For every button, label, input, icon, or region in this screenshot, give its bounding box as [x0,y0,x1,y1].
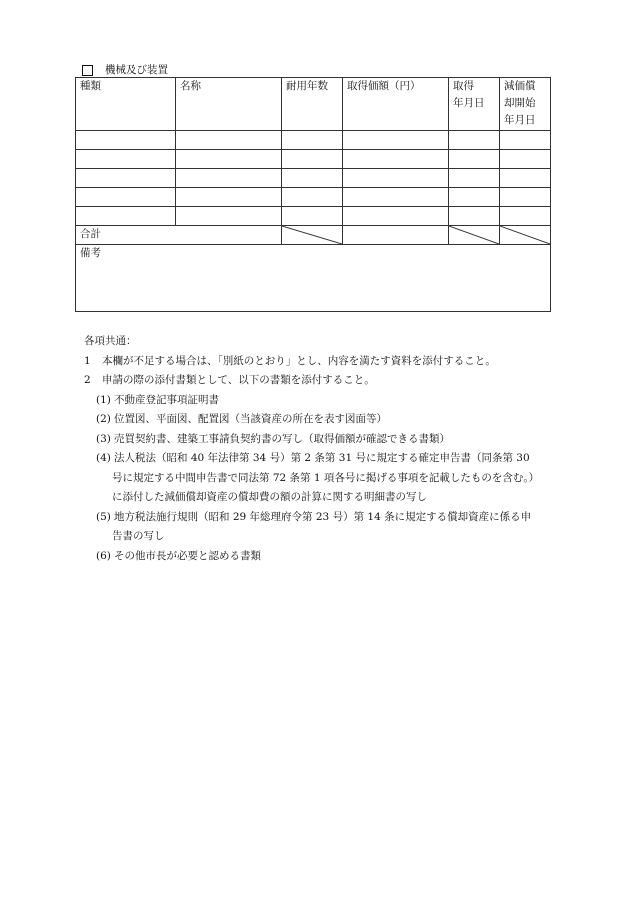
cell-type[interactable] [76,131,176,150]
section-heading [82,63,168,77]
cell-depreciation-start[interactable] [500,169,551,188]
cell-depreciation-start[interactable] [500,150,551,169]
total-depreciation-start-struck [500,226,551,245]
header-depreciation-start: 減価償 却開始 年月日 [500,78,551,131]
table-row [76,207,551,226]
total-acquisition-cost[interactable] [343,226,449,245]
cell-useful-life[interactable] [282,188,343,207]
cell-acquisition-date[interactable] [449,188,500,207]
note-item-2: 2 申請の際の添付書類として、以下の書類を添付すること。 [84,374,375,386]
total-useful-life-struck [282,226,343,245]
total-acquisition-date-struck [449,226,500,245]
note-item-1: 1 本欄が不足する場合は、「別紙のとおり」とし、内容を満たす資料を添付すること。 [84,354,496,367]
cell-type[interactable] [76,207,176,226]
section-checkbox[interactable] [82,65,93,76]
cell-useful-life[interactable] [282,207,343,226]
cell-acquisition-date[interactable] [449,150,500,169]
header-name: 名称 [176,78,282,131]
attachment-item: (6) その他市長が必要と認める書類 [96,549,261,562]
cell-useful-life[interactable] [282,131,343,150]
section-title: 機械及び装置 [105,64,168,76]
header-acquisition-cost: 取得価額（円） [343,78,449,131]
attachment-list [84,391,539,567]
cell-type[interactable] [76,150,176,169]
total-row [76,226,551,245]
cell-useful-life[interactable] [282,169,343,188]
asset-table [75,77,551,312]
remarks-label: 備考 [80,247,101,259]
table-header-row [76,78,551,131]
cell-name[interactable] [176,150,282,169]
attachment-item: (1) 不動産登記事項証明書 [96,393,219,406]
cell-acquisition-date[interactable] [449,207,500,226]
cell-acquisition-cost[interactable] [343,188,449,207]
cell-type[interactable] [76,188,176,207]
cell-acquisition-cost[interactable] [343,169,449,188]
attachment-item: (2) 位置図、平面図、配置図（当該資産の所在を表す図面等） [96,413,387,425]
cell-acquisition-cost[interactable] [343,150,449,169]
total-label: 合計 [76,226,282,245]
cell-name[interactable] [176,188,282,207]
cell-name[interactable] [176,169,282,188]
table-row [76,188,551,207]
cell-name[interactable] [176,131,282,150]
cell-useful-life[interactable] [282,150,343,169]
table-row [76,150,551,169]
header-type: 種類 [76,78,176,131]
common-notes [84,332,539,566]
cell-depreciation-start[interactable] [500,188,551,207]
attachment-item: (5) 地方税法施行規則（昭和 29 年総理府令第 23 号）第 14 条に規定する償却資産に係る申 告書の写し [96,510,532,542]
cell-acquisition-cost[interactable] [343,207,449,226]
attachment-item: (4) 法人税法（昭和 40 年法律第 34 号）第 2 条第 31 号に規定する確定申告書（同条第 30 号に規定する中間申告書で同法第 72 条第 1 項各号に掲げる事項を記載したものを含む。） に添付した減価償却資産の償却費の額の計算に関する明細書の写し [96,452,540,503]
table-row [76,169,551,188]
cell-acquisition-cost[interactable] [343,131,449,150]
remarks-row [76,245,551,312]
cell-acquisition-date[interactable] [449,169,500,188]
header-acquisition-date: 取得 年月日 [449,78,500,131]
notes-heading: 各項共通： [84,335,137,347]
cell-name[interactable] [176,207,282,226]
cell-type[interactable] [76,169,176,188]
attachment-item: (3) 売買契約書、建築工事請負契約書の写し（取得価額が確認できる書類） [96,432,450,445]
header-useful-life: 耐用年数 [282,78,343,131]
cell-depreciation-start[interactable] [500,207,551,226]
cell-depreciation-start[interactable] [500,131,551,150]
table-row [76,131,551,150]
remarks-field[interactable] [76,245,551,312]
cell-acquisition-date[interactable] [449,131,500,150]
